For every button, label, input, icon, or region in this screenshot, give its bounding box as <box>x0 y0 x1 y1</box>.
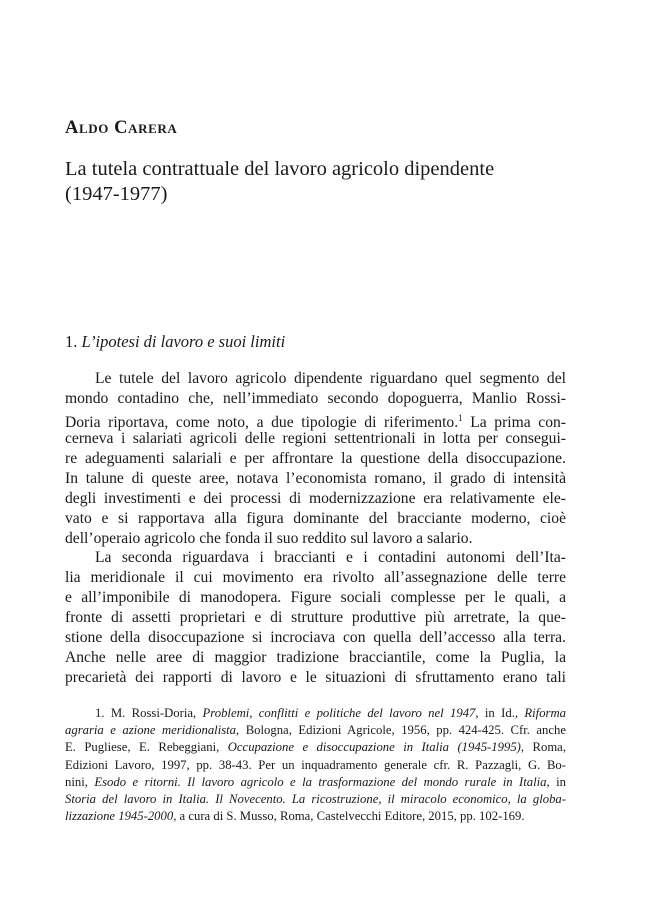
article-title-line: (1947-1977) <box>65 183 168 205</box>
footnote-italic: Storia del lavoro in Italia. Il Novecento. La ricostruzione, il miracolo economico, la globa- <box>65 791 566 806</box>
section-heading <box>65 332 285 352</box>
body-line-part: La prima con- <box>462 413 566 431</box>
footnote-line: Edizioni Lavoro, 1997, pp. 38-43. Per un inquadramento generale cfr. R. Pazzagli, G. Bo- <box>65 757 566 772</box>
article-title <box>65 157 585 207</box>
footnote-text: , Roma, <box>520 740 566 755</box>
footnote-line <box>65 705 566 722</box>
body-line: Anche nelle aree di maggior tradizione bracciantile, come la Puglia, la <box>65 649 566 667</box>
body-line: re adeguamenti salariali e per affrontare la questione della disoccupazione. <box>65 449 566 467</box>
section-number: 1. <box>65 332 78 351</box>
footnote-text: , in Id., <box>475 706 525 720</box>
article-title-line: La tutela contrattuale del lavoro agricolo dipendente <box>65 158 495 180</box>
body-line: Le tutele del lavoro agricolo dipendente riguardano quel segmento del <box>95 370 566 387</box>
body-line: degli investimenti e dei processi di modernizzazione era relativamente ele- <box>65 489 566 507</box>
footnote-line <box>65 722 566 739</box>
footnote-line <box>65 739 566 756</box>
body-line <box>65 409 566 429</box>
body-line: La seconda riguardava i braccianti e i contadini autonomi dell’Ita- <box>95 549 566 567</box>
body-line: e all’imponibile di manodopera. Figure sociali complesse per le quali, a <box>65 589 566 607</box>
footnote-text: , Bologna, Edizioni Agricole, 1956, pp. 424-425. Cfr. anche <box>236 723 567 738</box>
footnote-text: nini, <box>65 774 95 789</box>
footnotes <box>65 705 566 825</box>
footnote-italic: lizzazione 1945-2000 <box>65 809 174 824</box>
author-name: Aldo Carera <box>65 118 178 138</box>
footnote-text: , in <box>546 774 566 789</box>
body-line: In talune di queste aree, notava l’economista romano, il grado di intensità <box>65 469 566 487</box>
footnote-text: , a cura di S. Musso, Roma, Castelvecchi Editore, 2015, pp. 102-169. <box>173 809 525 824</box>
footnote-text: E. Pugliese, E. Rebeggiani, <box>65 740 228 755</box>
footnote-line <box>65 774 566 791</box>
body-line: mondo contadino che, nell’immediato secondo dopoguerra, Manlio Rossi- <box>65 389 566 407</box>
body-line: lia meridionale il cui movimento era rivolto all’assegnazione delle terre <box>65 569 566 587</box>
body-text <box>65 369 566 688</box>
footnote-italic: agraria e azione meridionalista <box>65 723 237 738</box>
section-title: L’ipotesi di lavoro e suoi limiti <box>81 332 286 351</box>
footnote-italic: Occupazione e disoccupazione in Italia (1945-1995) <box>227 740 521 755</box>
body-line: cerneva i salariati agricoli delle regioni settentrionali in lotta per consegui- <box>65 429 566 447</box>
body-line: dell’operaio agricolo che fonda il suo reddito sul lavoro a salario. <box>65 529 473 547</box>
body-line: vato e si rapportava alla figura dominante del bracciante moderno, cioè <box>65 509 566 527</box>
footnote-italic: Problemi, conflitti e politiche del lavoro nel 1947 <box>202 706 476 720</box>
body-line: fronte di assetti proprietari e di strutture produttive più arretrate, la que- <box>65 609 566 627</box>
footnote-italic: Esodo e ritorni. Il lavoro agricolo e la trasformazione del mondo rurale in Italia <box>94 774 547 789</box>
body-line: stione della disoccupazione si incrociava con quella dell’accesso alla terra. <box>65 629 566 647</box>
footnote-line <box>65 791 566 808</box>
body-line-part: Doria riportava, come noto, a due tipologie di riferimento. <box>65 413 459 431</box>
body-line: precarietà dei rapporti di lavoro e le situazioni di sfruttamento erano tali <box>65 669 566 687</box>
footnote-italic: Riforma <box>524 706 566 720</box>
footnote-marker[interactable]: 1 <box>458 412 463 423</box>
footnote-line <box>65 808 566 825</box>
footnote-text: 1. M. Rossi-Doria, <box>95 706 203 720</box>
